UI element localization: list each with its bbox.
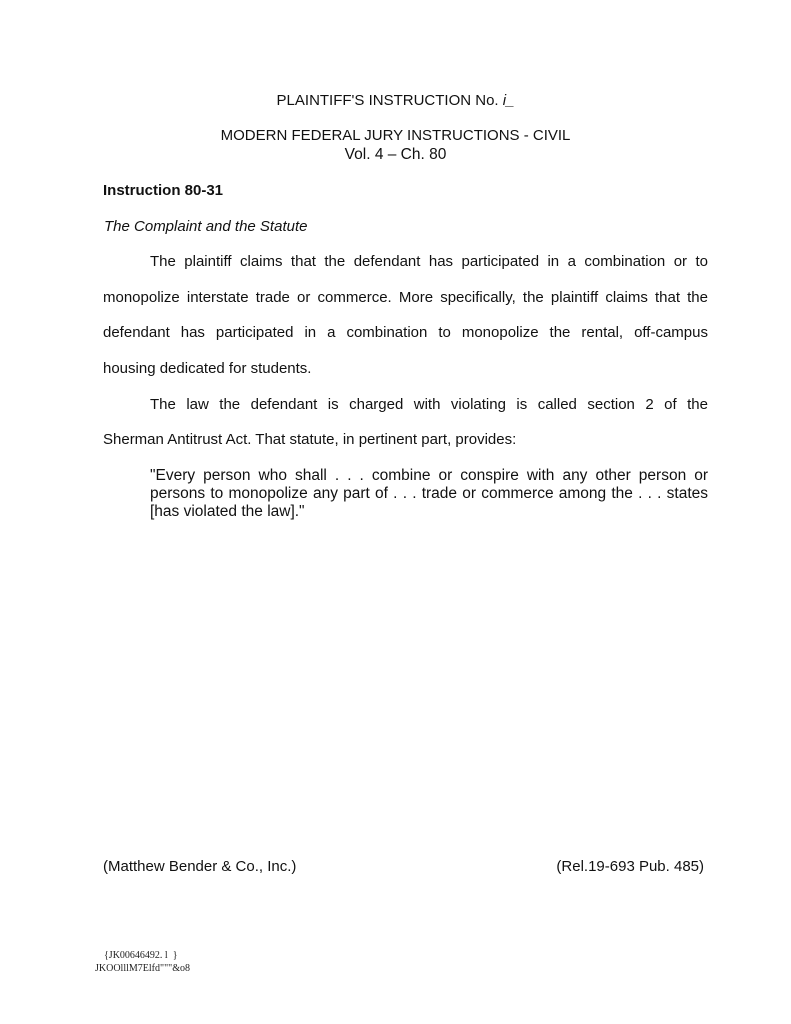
paragraph-1-line-4: housing dedicated for students. xyxy=(103,360,312,377)
footer-publisher: (Matthew Bender & Co., Inc.) xyxy=(103,858,297,875)
statute-quote-line-1: "Every person who shall . . . combine or conspire with any other person or xyxy=(150,467,708,484)
paragraph-2-line-1: The law the defendant is charged with violating is called section 2 of the xyxy=(150,396,708,413)
plaintiff-instruction-heading xyxy=(0,92,791,109)
document-id-line-1: {JK00646492. l } xyxy=(104,950,178,961)
series-title: MODERN FEDERAL JURY INSTRUCTIONS - CIVIL xyxy=(220,127,571,144)
paragraph-1-line-1: The plaintiff claims that the defendant has participated in a combination or to xyxy=(150,253,708,270)
instruction-title: The Complaint and the Statute xyxy=(104,218,308,235)
document-id-line-2: JKOOlllM7Elfd"""&o8 xyxy=(95,963,191,974)
volume-chapter: Vol. 4 – Ch. 80 xyxy=(344,146,447,163)
instruction-no-label: PLAINTIFF'S INSTRUCTION No. xyxy=(276,92,503,109)
paragraph-2-line-2: Sherman Antitrust Act. That statute, in pertinent part, provides: xyxy=(103,431,517,448)
paragraph-1-line-2: monopolize interstate trade or commerce. More specifically, the plaintiff claims that the xyxy=(103,289,708,306)
instruction-no-mark: i_ xyxy=(502,92,515,109)
footer-release: (Rel.19-693 Pub. 485) xyxy=(556,858,704,875)
paragraph-1-line-3: defendant has participated in a combination to monopolize the rental, off-campus xyxy=(103,324,708,341)
statute-quote-line-2: persons to monopolize any part of . . . trade or commerce among the . . . states xyxy=(150,485,708,502)
instruction-number: Instruction 80-31 xyxy=(103,182,224,199)
statute-quote-line-3: [has violated the law]." xyxy=(150,503,305,520)
